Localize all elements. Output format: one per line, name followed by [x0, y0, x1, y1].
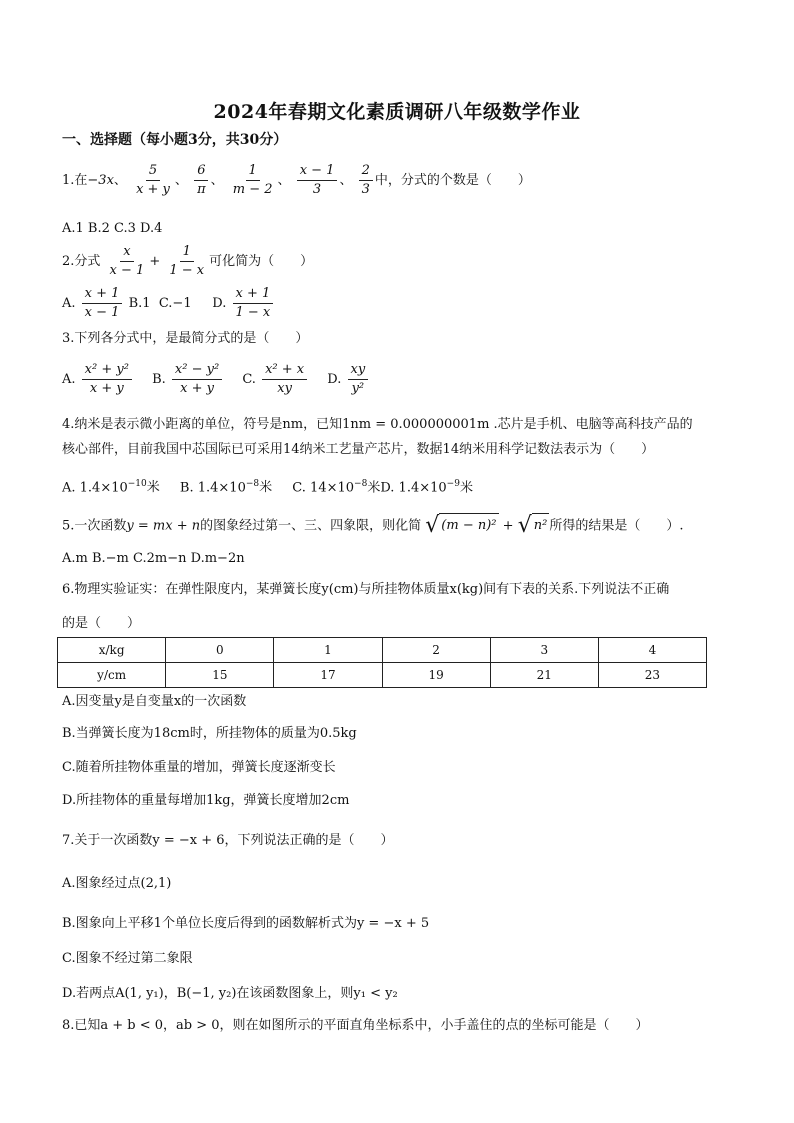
q6-option-a: A.因变量y是自变量x的一次函数: [62, 694, 247, 709]
q4-option-b: B. 1.4×10: [179, 480, 246, 496]
denominator: 3: [361, 182, 370, 197]
numerator: x + 1: [82, 286, 123, 304]
q5-options: A.m B.−m C.2m−n D.m−2n: [62, 551, 245, 566]
q5-suffix: 所得的结果是（ ）.: [549, 518, 684, 534]
radical-sign: √: [425, 513, 440, 538]
numerator: 1: [246, 163, 260, 181]
numerator: 6: [194, 163, 208, 181]
q1-fraction-2: [194, 163, 209, 198]
denominator: x − 1: [84, 305, 120, 320]
table-cell: 0: [166, 638, 274, 663]
table-cell: 2: [382, 638, 490, 663]
q1-prefix: 1.在: [62, 173, 88, 188]
question-5: [62, 513, 683, 539]
question-4-line-1: 4.纳米是表示微小距离的单位，符号是nm，已知1nm = 0.000000001m .芯片是手机、电脑等高科技产品的: [62, 417, 693, 432]
unit: 米: [259, 480, 273, 496]
q3-option-c: [262, 362, 307, 397]
sqrt-expression-1: [425, 513, 498, 539]
section-heading: 一、选择题（每小题3分，共30分）: [62, 132, 288, 148]
table-cell: 3: [490, 638, 598, 663]
q6-option-c: C.随着所挂物体重量的增加，弹簧长度逐渐变长: [62, 760, 336, 775]
q3-option-b: [172, 362, 222, 397]
table-cell: 15: [166, 663, 274, 688]
q1-fraction-4: [297, 163, 338, 198]
denominator: m − 2: [232, 182, 273, 197]
q1-fraction-3: [230, 163, 276, 198]
numerator: 2: [359, 163, 373, 181]
unit: 米: [367, 480, 381, 496]
q7-option-a: A.图象经过点(2,1): [62, 876, 172, 891]
table-cell: 1: [274, 638, 382, 663]
separator: 、: [277, 173, 291, 188]
q3-options: [62, 362, 370, 397]
numerator: x² − y²: [172, 362, 222, 380]
q7-option-c: C.图象不经过第二象限: [62, 951, 193, 966]
table-cell: 19: [382, 663, 490, 688]
q2-fraction-1: [107, 244, 148, 279]
numerator: xy: [348, 362, 369, 380]
question-6-line-2: 的是（ ）: [62, 616, 141, 631]
numerator: x − 1: [297, 163, 338, 181]
q4-options: [62, 475, 473, 497]
radical-sign: √: [517, 513, 532, 538]
plus-sign: +: [149, 254, 161, 269]
numerator: 1: [180, 244, 194, 262]
separator: 、: [339, 173, 353, 188]
question-3: 3.下列各分式中，是最简分式的是（ ）: [62, 331, 309, 346]
unit: 米: [146, 480, 160, 496]
question-7: 7.关于一次函数y = −x + 6，下列说法正确的是（ ）: [62, 833, 394, 848]
numerator: x: [120, 244, 133, 262]
table-cell: 23: [598, 663, 706, 688]
numerator: 5: [146, 163, 160, 181]
q6-option-d: D.所挂物体的重量每增加1kg，弹簧长度增加2cm: [62, 793, 350, 808]
question-6-line-1: 6.物理实验证实：在弹性限度内，某弹簧长度y(cm)与所挂物体质量x(kg)间有下表的关系.下列说法不正确: [62, 582, 670, 597]
unit: 米: [459, 480, 473, 496]
q5-equation: y = mx + n: [126, 518, 201, 534]
question-2: [62, 244, 313, 279]
separator: 、: [210, 173, 224, 188]
question-1: [62, 163, 531, 198]
q4-option-a: A. 1.4×10: [62, 480, 128, 496]
denominator: π: [197, 182, 206, 197]
table-cell: x/kg: [58, 638, 166, 663]
q7-option-d: D.若两点A(1, y₁)，B(−1, y₂)在该函数图象上，则y₁ < y₂: [62, 986, 398, 1001]
denominator: 1 − x: [235, 305, 271, 320]
q2-prefix: 2.分式: [62, 254, 101, 269]
q3-option-a: [82, 362, 132, 397]
table-row: [58, 638, 707, 663]
exponent: −8: [245, 479, 260, 489]
plus-sign: +: [498, 518, 518, 534]
q1-fraction-1: [133, 163, 173, 198]
option-b-label: B.: [152, 372, 166, 387]
denominator: 1 − x: [169, 263, 205, 278]
q3-option-d: [348, 362, 369, 397]
q2-option-b: B.1: [128, 296, 151, 311]
option-a-label: A.: [62, 372, 76, 387]
q4-option-d: D. 1.4×10: [380, 480, 447, 496]
q1-fraction-5: [359, 163, 373, 198]
option-d-label: D.: [212, 296, 227, 311]
q7-option-b: B.图象向上平移1个单位长度后得到的函数解析式为y = −x + 5: [62, 916, 430, 931]
option-c-label: C.: [242, 372, 256, 387]
question-8: 8.已知a + b < 0，ab > 0，则在如图所示的平面直角坐标系中，小手盖住的点的坐标可能是（ ）: [62, 1018, 649, 1033]
denominator: x + y: [136, 182, 170, 197]
denominator: x + y: [180, 381, 214, 396]
q6-option-b: B.当弹簧长度为18cm时，所挂物体的质量为0.5kg: [62, 726, 357, 741]
separator: 、: [174, 173, 188, 188]
denominator: y²: [351, 381, 365, 396]
numerator: x² + x: [262, 362, 307, 380]
page-title: 2024年春期文化素质调研八年级数学作业: [213, 101, 581, 123]
q5-prefix: 5.一次函数: [62, 518, 127, 534]
option-d-label: D.: [327, 372, 342, 387]
denominator: 3: [312, 182, 322, 197]
numerator: x + 1: [233, 286, 274, 304]
table-cell: 4: [598, 638, 706, 663]
question-4-line-2: 核心部件，目前我国中芯国际已可采用14纳米工艺量产芯片，数据14纳米用科学记数法表示为（ ）: [62, 442, 655, 457]
option-a-label: A.: [62, 296, 76, 311]
table-cell: 21: [490, 663, 598, 688]
table-cell: 17: [274, 663, 382, 688]
q2-fraction-2: [166, 244, 207, 279]
q2-options: [62, 286, 275, 321]
separator: 、: [113, 173, 127, 188]
denominator: x + y: [89, 381, 124, 396]
denominator: xy: [277, 381, 292, 396]
q4-option-c: C. 14×10: [292, 480, 355, 496]
data-table: [57, 637, 707, 688]
q2-option-d: [233, 286, 274, 321]
exponent: −9: [446, 479, 460, 489]
q2-option-a: [82, 286, 123, 321]
radicand: n²: [532, 513, 550, 539]
q2-suffix: 可化简为（ ）: [209, 254, 314, 269]
q1-options: A.1 B.2 C.3 D.4: [62, 221, 163, 236]
exponent: −8: [354, 479, 368, 489]
sqrt-expression-2: [518, 513, 550, 539]
table-cell: y/cm: [58, 663, 166, 688]
denominator: x − 1: [109, 263, 145, 278]
numerator: x² + y²: [82, 362, 132, 380]
radicand: (m − n)²: [439, 513, 498, 539]
exponent: −10: [127, 479, 147, 489]
q1-suffix: 中，分式的个数是（ ）: [374, 173, 531, 188]
q2-option-c: C.−1: [158, 296, 192, 311]
q5-middle: 的图象经过第一、三、四象限，则化简: [200, 518, 422, 534]
table-row: [58, 663, 707, 688]
q1-term: −3x: [87, 173, 114, 188]
